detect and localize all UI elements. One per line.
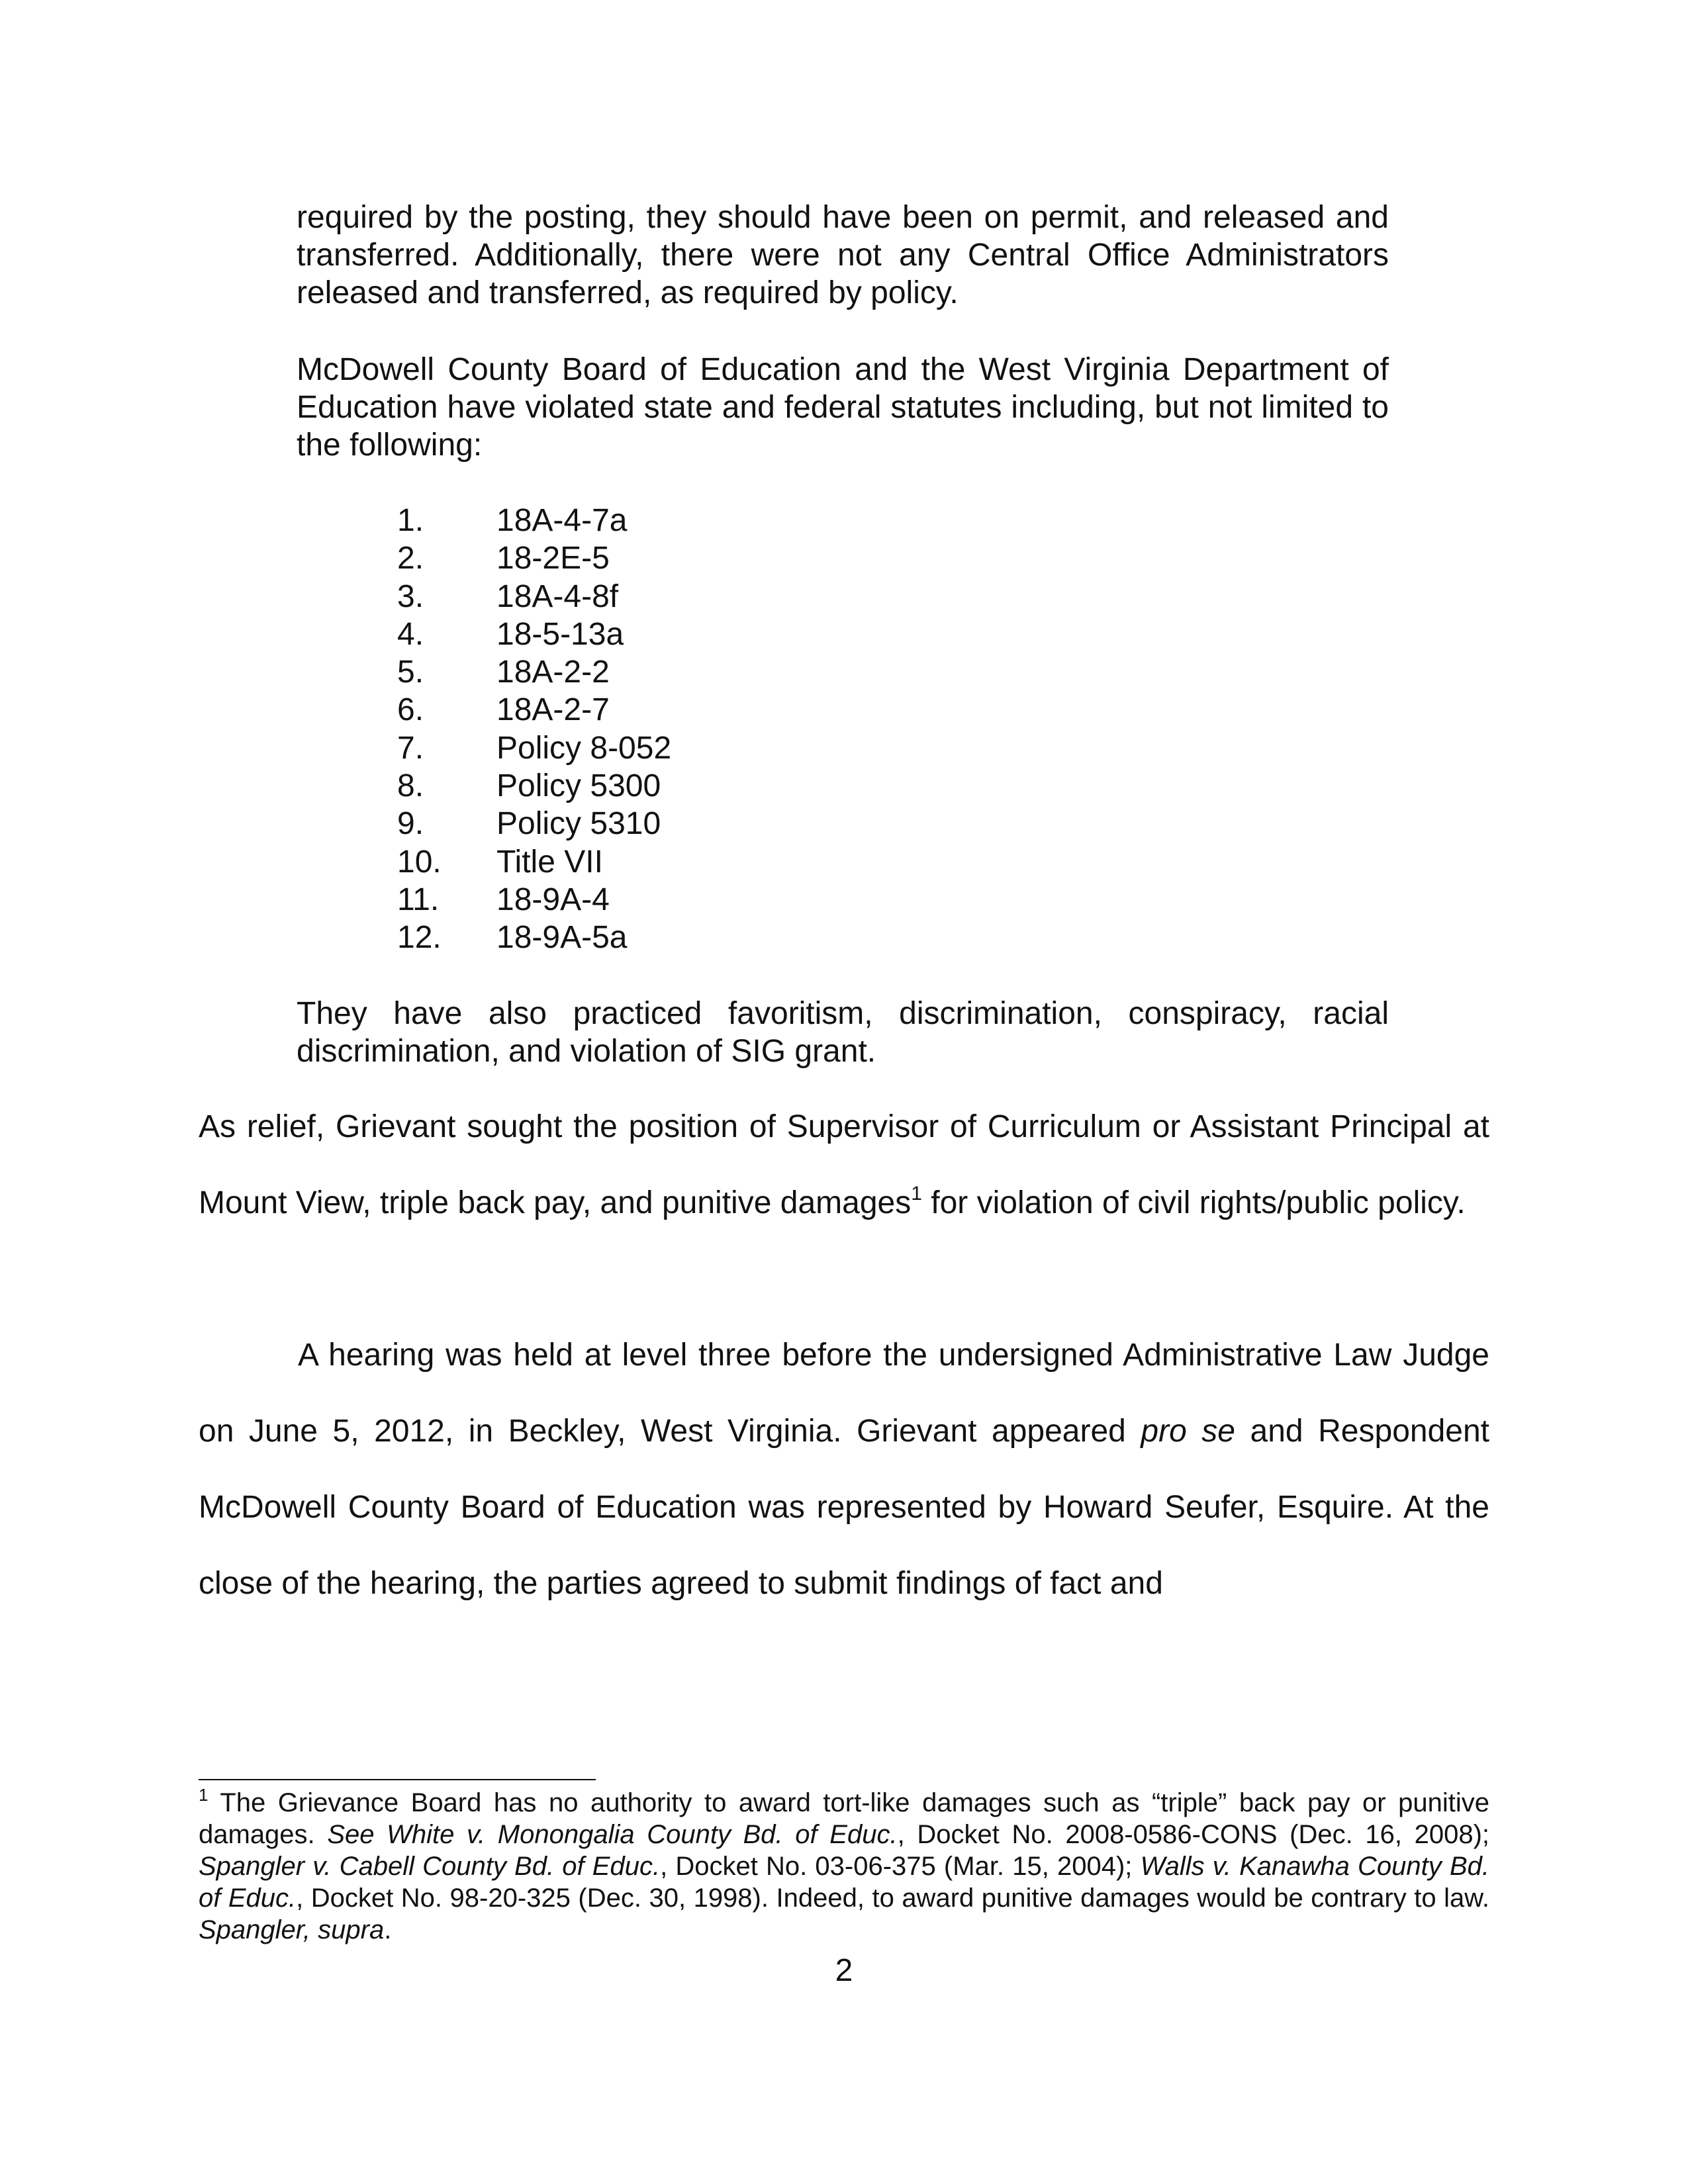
footnote-text: The Grievance Board has no authority to award tort-like damages such as “triple” back pay or punitive damages.: [199, 1788, 1489, 1849]
list-item: [397, 691, 671, 729]
list-item-text: 18A-2-2: [496, 655, 610, 690]
list-item-number: 8.: [397, 768, 424, 804]
quoted-paragraph-3: They have also practiced favoritism, discrimination, conspiracy, racial discrimination, and violation of SIG grant.: [297, 996, 1389, 1069]
footnote-reference: 1: [911, 1183, 922, 1205]
hearing-italic-term: pro se: [1141, 1414, 1235, 1449]
footnote-text: , Docket No. 2008-0586-CONS (Dec. 16, 2008);: [897, 1820, 1490, 1849]
page-number: 2: [835, 1953, 853, 1988]
footnote-text: , Docket No. 03-06-375 (Mar. 15, 2004);: [660, 1852, 1141, 1881]
statute-list: [397, 502, 671, 957]
list-item-text: 18-5-13a: [496, 616, 624, 652]
footnote-marker: 1: [199, 1785, 209, 1805]
list-item: [397, 919, 671, 956]
list-item-number: 5.: [397, 655, 424, 690]
list-item-text: 18A-4-8f: [496, 578, 619, 614]
list-item-text: Policy 8-052: [496, 730, 672, 766]
list-item: [397, 843, 671, 881]
footnote-citation: Walls v. Kanawha County Bd. of Educ.: [199, 1852, 1489, 1913]
list-item: [397, 502, 671, 539]
list-item-number: 9.: [397, 806, 424, 842]
quoted-paragraph-1: required by the posting, they should have been on permit, and released and transferred. Additionally, there were not any Central Office Administrators released and transferred, as required by policy.: [297, 200, 1389, 310]
list-item: [397, 615, 671, 653]
list-item: [397, 578, 671, 615]
footnote-text: .: [384, 1915, 392, 1944]
footnote-citation: Spangler v. Cabell County Bd. of Educ.: [199, 1852, 661, 1881]
list-item-number: 3.: [397, 578, 424, 614]
list-item-text: 18A-4-7a: [496, 503, 628, 538]
list-item-number: 6.: [397, 692, 424, 728]
relief-text-end: for violation of civil rights/public policy.: [921, 1185, 1466, 1220]
list-item-text: 18-2E-5: [496, 541, 610, 576]
list-item-number: 2.: [397, 541, 424, 576]
footnote: [199, 1787, 1489, 1946]
hearing-text-start: A hearing was held at level three before the undersigned Administrative Law Judge on June 5, 2012, in Beckley, West Virginia. Grievant appeared: [199, 1338, 1489, 1449]
list-item-text: 18-9A-4: [496, 882, 610, 917]
list-item: [397, 805, 671, 842]
list-item-text: 18-9A-5a: [496, 920, 628, 956]
footnote-citation: See White v. Monongalia County Bd. of Educ.: [327, 1820, 898, 1849]
footnote-text: , Docket No. 98-20-325 (Dec. 30, 1998). Indeed, to award punitive damages would be contrary to law.: [296, 1884, 1489, 1913]
list-item-text: Title VII: [496, 844, 603, 880]
list-item: [397, 881, 671, 919]
footnote-citation: Spangler, supra: [199, 1915, 385, 1944]
list-item: [397, 539, 671, 577]
quoted-paragraph-2: McDowell County Board of Education and the West Virginia Department of Education have violated state and federal statutes including, but not limited to the following:: [297, 352, 1389, 463]
list-item: [397, 729, 671, 767]
footnote-separator: [199, 1779, 596, 1780]
list-item-number: 12.: [397, 920, 442, 956]
relief-text-start: As relief, Grievant sought the position of Supervisor of Curriculum or Assistant Principal at Mount View, triple back pay, and punitive damages: [199, 1109, 1489, 1220]
list-item-number: 1.: [397, 503, 424, 538]
list-item-text: Policy 5300: [496, 768, 661, 804]
list-item-number: 11.: [397, 882, 440, 917]
list-item-text: Policy 5310: [496, 806, 661, 842]
list-item-text: 18A-2-7: [496, 692, 610, 728]
list-item-number: 4.: [397, 616, 424, 652]
list-item: [397, 653, 671, 691]
hearing-paragraph: [199, 1317, 1489, 1621]
list-item: [397, 767, 671, 805]
list-item-number: 7.: [397, 730, 424, 766]
relief-paragraph: [199, 1089, 1489, 1241]
list-item-number: 10.: [397, 844, 442, 880]
hearing-text-end: and Respondent McDowell County Board of Education was represented by Howard Seufer, Esquire. At the close of the hearing, the parties agreed to submit findings of fact and: [199, 1414, 1490, 1601]
